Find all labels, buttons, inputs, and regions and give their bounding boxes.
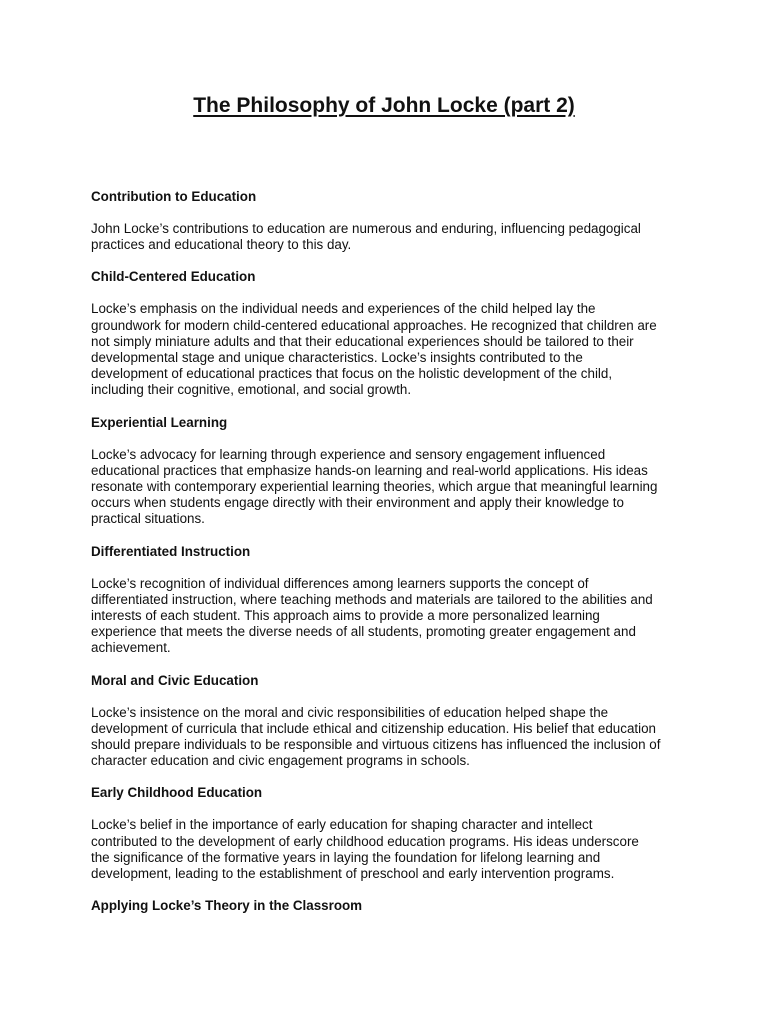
- paragraph-line: including their cognitive, emotional, and social growth.: [91, 382, 412, 398]
- section-heading: Differentiated Instruction: [91, 543, 251, 559]
- paragraph-line: development of curricula that include ethical and citizenship education. His belief that education: [91, 720, 656, 736]
- paragraph-line: contributed to the development of early childhood education programs. His ideas underscore: [91, 833, 639, 849]
- paragraph-line: educational practices that emphasize hands-on learning and real-world applications. His ideas: [91, 462, 648, 478]
- paragraph-line: practices and educational theory to this day.: [91, 237, 352, 253]
- section-paragraph: [91, 221, 691, 253]
- paragraph-line: practical situations.: [91, 511, 205, 527]
- section-paragraph: [91, 576, 691, 657]
- section-paragraph: [91, 817, 691, 882]
- paragraph-line: Locke’s insistence on the moral and civic responsibilities of education helped shape the: [91, 704, 609, 720]
- paragraph-line: differentiated instruction, where teaching methods and materials are tailored to the abilities and: [91, 591, 653, 607]
- section-paragraph: [91, 301, 691, 398]
- section-heading: Applying Locke’s Theory in the Classroom: [91, 898, 363, 914]
- section-heading: Contribution to Education: [91, 189, 257, 204]
- paragraph-line: not simply miniature adults and that their educational experiences should be tailored to their: [91, 333, 634, 349]
- paragraph-line: John Locke’s contributions to education are numerous and enduring, influencing pedagogical: [91, 221, 641, 236]
- paragraph-line: achievement.: [91, 640, 171, 656]
- paragraph-line: interests of each student. This approach aims to provide a more personalized learning: [91, 608, 600, 624]
- paragraph-line: Locke’s belief in the importance of early education for shaping character and intellect: [91, 817, 593, 833]
- section-heading: Experiential Learning: [91, 414, 228, 430]
- paragraph-line: experience that meets the diverse needs of all students, promoting greater engagement and: [91, 624, 636, 640]
- paragraph-line: development of educational practices that focus on the holistic development of the child,: [91, 366, 613, 382]
- paragraph-line: should prepare individuals to be responsible and virtuous citizens has influenced the inclusion of: [91, 737, 661, 753]
- paragraph-line: development, leading to the establishment of preschool and early intervention programs.: [91, 866, 615, 882]
- paragraph-line: groundwork for modern child-centered educational approaches. He recognized that children are: [91, 317, 657, 333]
- paragraph-line: resonate with contemporary experiential learning theories, which argue that meaningful learning: [91, 479, 658, 495]
- paragraph-line: Locke’s emphasis on the individual needs and experiences of the child helped lay the: [91, 301, 596, 317]
- section-heading: Child-Centered Education: [91, 269, 256, 285]
- section-paragraph: [91, 705, 691, 770]
- section-heading: Early Childhood Education: [91, 785, 263, 801]
- paragraph-line: developmental stage and unique characteristics. Locke’s insights contributed to the: [91, 350, 583, 366]
- paragraph-line: Locke’s advocacy for learning through experience and sensory engagement influenced: [91, 446, 606, 462]
- document-title: The Philosophy of John Locke (part 2): [193, 94, 575, 117]
- paragraph-line: Locke’s recognition of individual differences among learners supports the concept of: [91, 575, 589, 591]
- section-paragraph: [91, 447, 691, 528]
- paragraph-line: the significance of the formative years in laying the foundation for lifelong learning and: [91, 849, 601, 865]
- paragraph-line: occurs when students engage directly with their environment and apply their knowledge to: [91, 495, 624, 511]
- section-heading: Moral and Civic Education: [91, 672, 259, 688]
- document-body: [91, 189, 691, 930]
- paragraph-line: character education and civic engagement programs in schools.: [91, 753, 470, 769]
